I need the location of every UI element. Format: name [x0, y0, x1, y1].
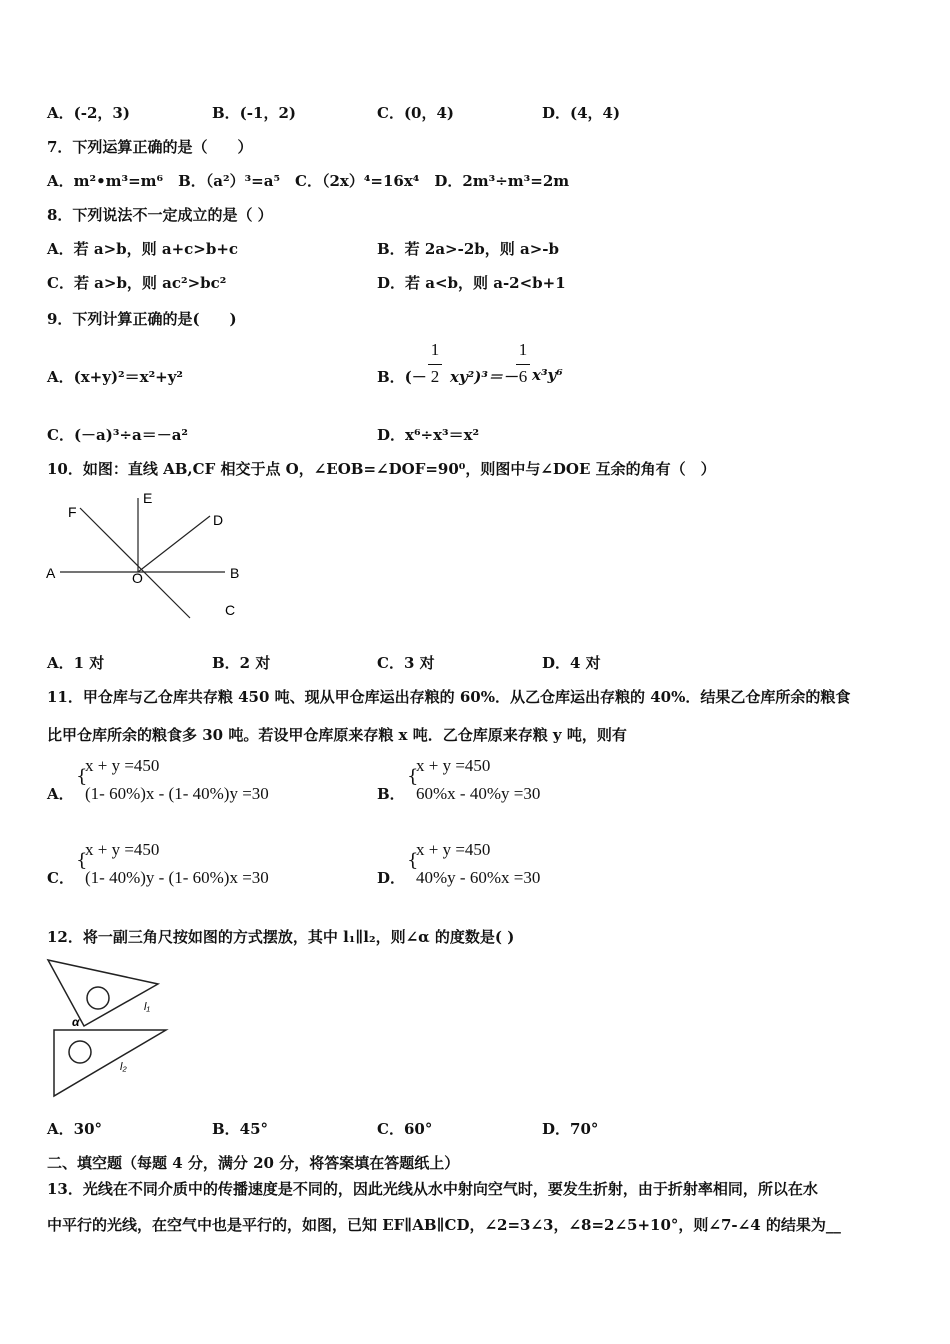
q10-label-b: B	[230, 565, 240, 581]
q11-a-eq1: x + y =450	[85, 756, 160, 775]
q9-b-frac2-num: 1	[518, 340, 528, 359]
q9-b-frac1-den: 2	[430, 367, 440, 386]
q12-option-c: C．60°	[377, 1120, 433, 1138]
q12-option-d: D．70°	[542, 1120, 599, 1138]
q11-c-eq2: (1- 40%)y - (1- 60%)x =30	[85, 868, 269, 887]
q9-option-c: C．(－a)³÷a＝－a²	[47, 426, 188, 444]
q11-stem-line2: 比甲仓库所余的粮食多 30 吨。若设甲仓库原来存粮 x 吨．乙仓库原来存粮 y 吨，则有	[47, 726, 627, 744]
q9-b-frac2-den: 6	[518, 367, 528, 386]
q9-b-frac1-num: 1	[430, 340, 440, 359]
q8-option-a: A．若 a>b，则 a+c>b+c	[47, 240, 239, 258]
q11-b-eq2: 60%x - 40%y =30	[416, 784, 541, 803]
q11-a-brace: {	[76, 766, 88, 787]
q6-option-b: B．(-1，2)	[212, 104, 296, 122]
q9-b-frac2-bar	[516, 364, 530, 365]
section2-heading: 二、填空题（每题 4 分，满分 20 分，将答案填在答题纸上）	[47, 1154, 460, 1172]
q9-option-b-mid: xy²)³＝－	[450, 368, 518, 386]
q10-option-c: C．3 对	[377, 654, 435, 672]
q11-option-c-label: C．	[47, 869, 74, 887]
q7-options: A．m²•m³=m⁶ B．（a²）³=a⁵ C．（2x）⁴=16x⁴ D．2m³÷m³=2m	[47, 172, 570, 190]
q10-option-d: D．4 对	[542, 654, 601, 672]
q11-d-eq2: 40%y - 60%x =30	[416, 868, 541, 887]
q9-b-frac1-bar	[428, 364, 442, 365]
q8-option-b: B．若 2a>-2b，则 a>-b	[377, 240, 559, 258]
q11-option-b-label: B．	[377, 785, 405, 803]
q10-label-f: F	[68, 504, 77, 520]
q6-option-c: C．(0，4)	[377, 104, 455, 122]
q9-option-d: D．x⁶÷x³＝x²	[377, 426, 480, 444]
q11-option-a-label: A．	[47, 785, 74, 803]
q10-option-a: A．1 对	[47, 654, 105, 672]
q10-label-c: C	[225, 602, 236, 618]
q11-b-eq1: x + y =450	[416, 756, 491, 775]
q8-option-c: C．若 a>b，则 ac²>bc²	[47, 274, 227, 292]
q6-option-d: D．(4，4)	[542, 104, 621, 122]
q12-figure	[40, 956, 180, 1104]
q8-stem: 8．下列说法不一定成立的是（ ）	[47, 206, 273, 224]
q11-b-brace: {	[407, 766, 419, 787]
q9-option-b-prefix: B．(－	[377, 368, 427, 386]
q6-option-a: A．(-2，3)	[47, 104, 130, 122]
q9-stem: 9．下列计算正确的是( )	[47, 310, 237, 328]
q10-label-o: O	[132, 570, 143, 586]
q12-option-b: B．45°	[212, 1120, 269, 1138]
q11-c-eq1: x + y =450	[85, 840, 160, 859]
q7-stem: 7．下列运算正确的是（ ）	[47, 138, 253, 156]
q12-label-l2: l₂	[120, 1061, 127, 1073]
q12-label-l1: l₁	[144, 1001, 150, 1013]
q10-label-a: A	[46, 565, 56, 581]
q11-stem-line1: 11．甲仓库与乙仓库共存粮 450 吨、现从甲仓库运出存粮的 60%．从乙仓库运出存粮的 40%．结果乙仓库所余的粮食	[47, 688, 851, 706]
q11-d-eq1: x + y =450	[416, 840, 491, 859]
q10-figure	[40, 486, 260, 626]
q12-stem: 12．将一副三角尺按如图的方式摆放，其中 l₁∥l₂，则∠α 的度数是( )	[47, 928, 515, 946]
q8-option-d: D．若 a<b，则 a-2<b+1	[377, 274, 566, 292]
q10-label-d: D	[213, 512, 224, 528]
q13-stem-line1: 13．光线在不同介质中的传播速度是不同的，因此光线从水中射向空气时，要发生折射，由于折射率相同，所以在水	[47, 1180, 818, 1198]
q9-option-a: A．(x+y)²＝x²+y²	[47, 368, 183, 386]
q12-option-a: A．30°	[47, 1120, 103, 1138]
q11-c-brace: {	[76, 850, 88, 871]
q11-a-eq2: (1- 60%)x - (1- 40%)y =30	[85, 784, 269, 803]
q10-option-b: B．2 对	[212, 654, 271, 672]
q9-option-b-suffix: x³y⁶	[532, 366, 563, 384]
q11-d-brace: {	[407, 850, 419, 871]
q10-label-e: E	[143, 490, 153, 506]
q13-stem-line2: 中平行的光线，在空气中也是平行的，如图，已知 EF∥AB∥CD，∠2=3∠3，∠8=2∠5+10°，则∠7-∠4 的结果为__	[47, 1216, 841, 1234]
q10-stem: 10．如图：直线 AB,CF 相交于点 O，∠EOB=∠DOF=90⁰，则图中与∠DOE 互余的角有（ ）	[47, 460, 716, 478]
q11-option-d-label: D．	[377, 869, 406, 887]
q12-label-alpha: α	[72, 1015, 80, 1029]
